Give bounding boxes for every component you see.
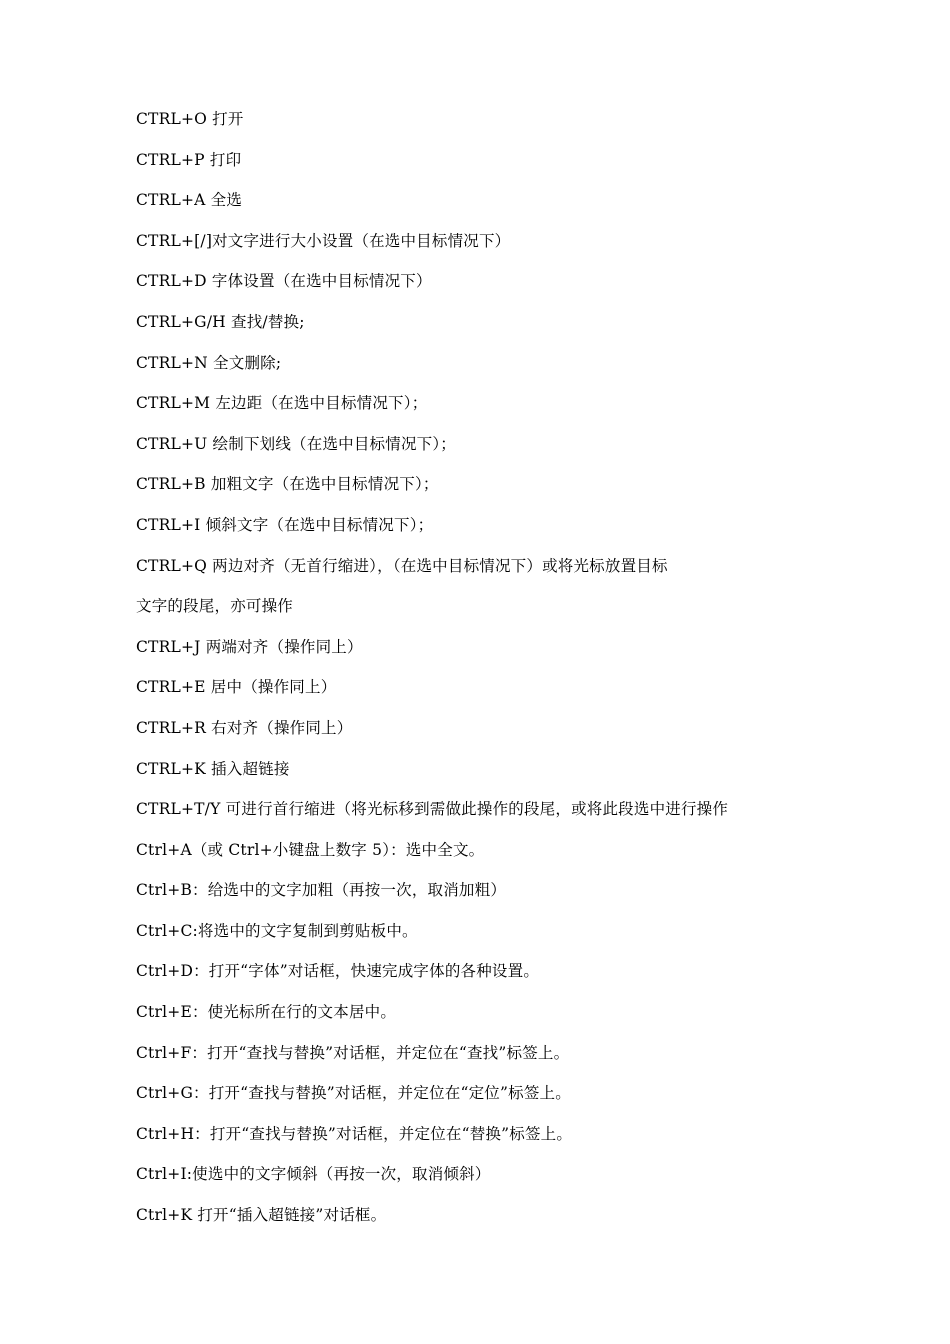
text-line-ctrl-brackets: CTRL+[/]对文字进行大小设置（在选中目标情况下） xyxy=(136,231,511,250)
text-line-ctrl-i-italic: Ctrl+I:使选中的文字倾斜（再按一次，取消倾斜） xyxy=(136,1165,491,1184)
text-line-ctrl-h-replace: Ctrl+H：打开“查找与替换”对话框，并定位在“替换”标签上。 xyxy=(136,1124,573,1143)
text-line-ctrl-d: CTRL+D 字体设置（在选中目标情况下） xyxy=(136,272,432,291)
text-line-ctrl-d-font-dialog: Ctrl+D：打开“字体”对话框，快速完成字体的各种设置。 xyxy=(136,962,540,981)
text-line-ctrl-c-copy: Ctrl+C:将选中的文字复制到剪贴板中。 xyxy=(136,921,418,940)
text-line-ctrl-b-bold: Ctrl+B：给选中的文字加粗（再按一次，取消加粗） xyxy=(136,881,507,900)
text-line-ctrl-e: CTRL+E 居中（操作同上） xyxy=(136,678,337,697)
text-line-ctrl-q-continued: 文字的段尾，亦可操作 xyxy=(136,597,294,616)
text-line-ctrl-k: CTRL+K 插入超链接 xyxy=(136,759,290,778)
text-line-ctrl-r: CTRL+R 右对齐（操作同上） xyxy=(136,718,353,737)
text-line-ctrl-j: CTRL+J 两端对齐（操作同上） xyxy=(136,637,363,656)
text-line-ctrl-t-y: CTRL+T/Y 可进行首行缩进（将光标移到需做此操作的段尾，或将此段选中进行操作 xyxy=(136,800,729,819)
text-line-ctrl-g-h: CTRL+G/H 查找/替换; xyxy=(136,312,305,331)
text-line-ctrl-g-goto: Ctrl+G：打开“查找与替换”对话框，并定位在“定位”标签上。 xyxy=(136,1084,571,1103)
text-line-ctrl-b: CTRL+B 加粗文字（在选中目标情况下）； xyxy=(136,475,439,494)
text-line-ctrl-n: CTRL+N 全文删除; xyxy=(136,353,282,372)
text-line-ctrl-k-hyperlink-dialog: Ctrl+K 打开“插入超链接”对话框。 xyxy=(136,1206,387,1225)
text-line-ctrl-a: CTRL+A 全选 xyxy=(136,191,243,210)
text-line-ctrl-a-select-all: Ctrl+A（或 Ctrl+小键盘上数字 5）：选中全文。 xyxy=(136,840,485,859)
text-line-ctrl-q: CTRL+Q 两边对齐（无首行缩进），（在选中目标情况下）或将光标放置目标 xyxy=(136,556,668,575)
shortcut-list xyxy=(136,106,896,1243)
text-line-ctrl-u: CTRL+U 绘制下划线（在选中目标情况下）； xyxy=(136,434,456,453)
text-line-ctrl-o: CTRL+O 打开 xyxy=(136,110,244,128)
text-line-ctrl-e-center: Ctrl+E：使光标所在行的文本居中。 xyxy=(136,1003,397,1022)
text-line-ctrl-m: CTRL+M 左边距（在选中目标情况下）； xyxy=(136,394,428,413)
text-line-ctrl-p: CTRL+P 打印 xyxy=(136,150,242,169)
text-line-ctrl-f-find: Ctrl+F：打开“查找与替换”对话框，并定位在“查找”标签上。 xyxy=(136,1043,570,1062)
text-line-ctrl-i: CTRL+I 倾斜文字（在选中目标情况下）； xyxy=(136,515,434,534)
